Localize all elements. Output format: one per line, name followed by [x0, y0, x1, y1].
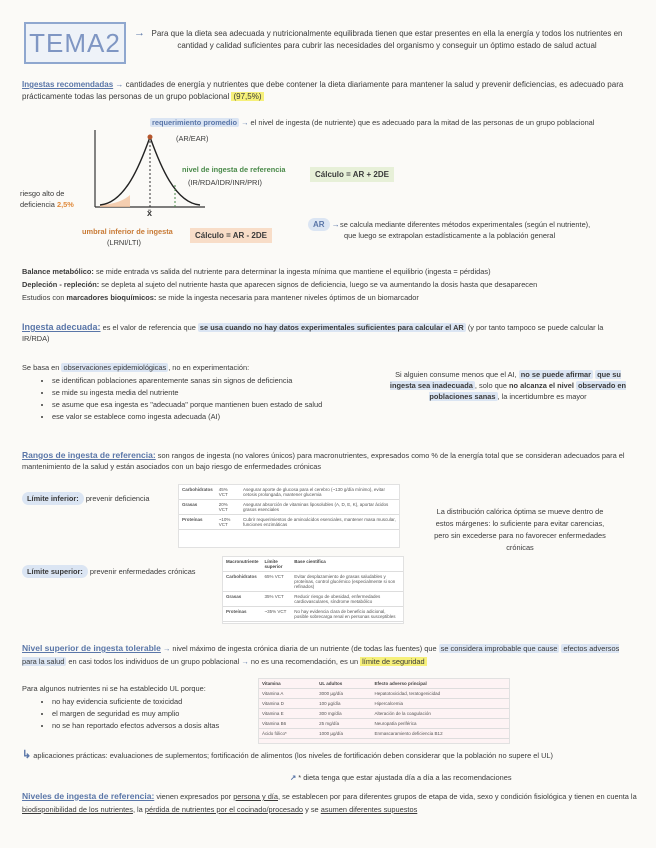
mean-mark: x̄ [147, 208, 153, 218]
niveles-note-text: * dieta tenga que estar ajustada día a día a las recomendaciones [298, 773, 512, 782]
side-b: no alcanza el nivel [509, 381, 574, 390]
lower-label-block [82, 226, 173, 248]
adecuada-term: Ingesta adecuada: [22, 322, 101, 332]
table-row: Carbohidratos 65% VCT Evitar desplazamiento de grasas saludables y proteínas, control glucémico (especialmente si son refinados) [223, 572, 403, 592]
adecuada-text1: es el valor de referencia que [102, 323, 196, 332]
peak-dot [148, 135, 153, 140]
table-header: Macronutriente Límite superior Base científica [223, 557, 403, 572]
niveles-text2: , se establecen por para diferentes grupos de etapa de vida, sexo y condición fisiológica [277, 792, 567, 801]
niveles-ul4: asumen diferentes supuestos [320, 805, 418, 814]
adecuada-side-note [388, 369, 628, 402]
risk-label [20, 188, 80, 210]
ingestas-def1: cantidades de energía y nutrientes que debe contener la dieta diariamente para mantener la salud y prevenir deficiencias, es [125, 80, 568, 89]
niveles-ul2: biodisponibilidad de los nutrientes [22, 805, 133, 814]
limite-inferior-text: prevenir deficiencia [85, 494, 150, 503]
risk-pct: 2,5% [56, 200, 74, 209]
ingestas-pct: (97,5%) [233, 92, 262, 101]
risk-label-1: riesgo alto de [20, 189, 65, 198]
apps-text: aplicaciones prácticas: evaluaciones de suplementos; fortificación de alimentos (los niveles de fortificación deben considerar que la población no supere el UL) [33, 751, 553, 760]
niveles-text3: y tienen en cuenta la [568, 792, 637, 801]
apps-line [22, 750, 642, 761]
req-abbr: (AR/EAR) [176, 134, 209, 143]
niveles-text1: vienen expresados por [156, 792, 232, 801]
rangos-text2: adecuados para el mantenimiento de la salud y están asociados con un bajo riesgo de enfermedades crónicas [22, 451, 625, 471]
lower-label: umbral inferior de ingesta [82, 227, 173, 236]
niveles-note: ↗ * dieta tenga que estar ajustada día a día a las recomendaciones [290, 773, 512, 782]
page-title: TEMA2 [24, 22, 126, 64]
niveles-text5: y se [305, 805, 319, 814]
basis-post: , no en experimentación: [168, 363, 250, 372]
deplecion-term: Depleción - repleción: [22, 280, 100, 289]
table-row: Vitamina D 100 µg/día Hipercalcemia [259, 699, 509, 709]
adecuada-text3: calcular la IR/RDA) [22, 323, 604, 343]
ref-label: nivel de ingesta de referencia [182, 165, 286, 174]
rangos-term: Rangos de ingesta de referencia: [22, 450, 156, 460]
ingestas-term: Ingestas recomendadas [22, 80, 114, 89]
table-row: Vitamina E 300 mg/día Alteración de la coagulación [259, 709, 509, 719]
ar-tag-label: AR [308, 218, 330, 231]
distribution-note: La distribución calórica óptima se mueve dentro de estos márgenes: lo suficiente para evitar carencias, pero sin excederse para no favorecer enfermedades crónicas [434, 507, 606, 552]
ns-text3: no es una recomendación, es un [250, 657, 359, 666]
balance-line [22, 266, 642, 277]
niveles-text4: , la [132, 805, 143, 814]
limite-superior-term: Límite superior: [22, 565, 88, 578]
ns-text2: en casi todos los individuos de un grupo poblacional [68, 657, 240, 666]
adecuada-hl: se usa cuando no hay datos experimentales suficientes para calcular el AR [199, 323, 464, 332]
return-arrow-icon: ↳ [22, 749, 32, 761]
deplecion-line [22, 279, 642, 290]
estudios-text: se mide la ingesta necesaria para mantener niveles óptimos de un biomarcador [158, 293, 419, 302]
limite-superior-table [222, 556, 404, 624]
rangos-text1: son rangos de ingesta (no valores únicos) para macronutrientes, expresados como % de la energía total que se consideran [157, 451, 562, 460]
table-row: Proteínas ~10% VCT Cubrir requerimientos de aminoácidos esenciales, mantener masa muscular, funciones enzimáticas [179, 515, 399, 530]
ar-text-1: se calcula mediante diferentes métodos experimentales (según el nutriente), [340, 220, 591, 229]
table-row: Grasas 20% VCT Asegurar absorción de vitaminas liposolubles (A, D, E, K), aportar ácidos grasos esenciales [179, 500, 399, 515]
list-item: • el margen de seguridad es muy amplio [52, 708, 272, 720]
balance-term: Balance metabólico: [22, 267, 94, 276]
limite-inferior-label [22, 493, 150, 504]
calc-rda: Cálculo = AR + 2DE [310, 167, 394, 182]
ns-text1: nivel máximo de ingesta crónica diaria de un nutriente [172, 644, 350, 653]
limite-superior-label [22, 566, 196, 577]
side1: Si alguien consume menos que el AI, [395, 370, 517, 379]
table-row: Carbohidratos 45% VCT Asegurar aporte de glucosa para el cerebro (~130 g/día mínimo), evitar cetosis prolongada, mantener glucemia [179, 485, 399, 500]
adecuada-basis [22, 362, 249, 373]
rangos-paragraph [22, 450, 634, 472]
list-item: • no se han reportado efectos adversos a dosis altas [52, 720, 272, 732]
basis-pre: Se basa en [22, 363, 60, 372]
table-header: Vitamina UL adultos Efecto adverso principal [259, 679, 509, 689]
estudios-pre: Estudios con [22, 293, 65, 302]
table-row: Ácido fólico* 1000 µg/día Enmascaramiento deficiencia B12 [259, 729, 509, 739]
calc-lower: Cálculo = AR - 2DE [190, 228, 272, 243]
ref-label-block [182, 164, 286, 175]
side-hl2: que su ingesta sea inadecuada [389, 370, 621, 390]
req-label-block: requerimiento promedio → el nivel de ingesta (de nutriente) que es adecuado para la mitad de las personas de un grupo poblacional [152, 118, 595, 127]
req-def: el nivel de ingesta (de nutriente) que es adecuado para la mitad de las personas de un grupo poblacional [250, 118, 595, 127]
niveles-paragraph [22, 790, 642, 816]
list-item: • ese valor se establece como ingesta adecuada (AI) [52, 411, 392, 423]
ul-intro: Para algunos nutrientes ni se ha establecido UL porque: [22, 684, 206, 693]
deplecion-text: se depleta al sujeto del nutriente hasta que aparecen signos de deficiencia, luego se va aumentando la dosis hasta que desaparecen [101, 280, 538, 289]
adecuada-text2: (y por tanto tampoco se puede [467, 323, 569, 332]
intro-arrow: → [134, 27, 145, 39]
balance-text: se mide entrada vs salida del nutriente para determinar la ingesta mínima que mantiene el equilibrio (ingesta = pérdidas) [95, 267, 491, 276]
adecuada-bullets [36, 375, 392, 423]
basis-hl: observaciones epidemiológicas [63, 363, 167, 372]
ns-text1b: (de todas las fuentes) que [351, 644, 437, 653]
estudios-line [22, 292, 642, 303]
ns-hl1: se considera improbable que cause [440, 644, 558, 653]
limite-inferior-table [178, 484, 400, 548]
list-item: • se identifican poblaciones aparentemente sanas sin signos de deficiencia [52, 375, 392, 387]
nivel-superior-paragraph: Nivel superior de ingesta tolerable → nivel máximo de ingesta crónica diaria de un nutriente (de todas las fuentes) que se considera improbable que cause efectos adversos para la salud en casi todos los individuos de un grupo poblacional → no es una recomendación, es un límite de seguridad [22, 643, 620, 666]
ns-hl3: límite de seguridad [362, 657, 425, 666]
adecuada-paragraph [22, 322, 632, 344]
ul-reasons [36, 696, 272, 732]
risk-label-2: deficiencia [20, 200, 55, 209]
ul-vitamins-table [258, 678, 510, 744]
table-row: Proteínas ~35% VCT No hay evidencia clara de beneficio adicional, posible sobrecarga renal en personas susceptibles [223, 607, 403, 622]
limite-superior-text: prevenir enfermedades crónicas [89, 567, 196, 576]
table-row: Grasas 35% VCT Reducir riesgo de obesidad, enfermedades cardiovasculares, síndrome metabólico [223, 592, 403, 607]
req-label: requerimiento promedio [152, 118, 238, 127]
ingestas-paragraph: Ingestas recomendadas → cantidades de energía y nutrientes que debe contener la dieta diariamente para mantener la salud y prevenir deficiencias, es adecuado para prácticamente todas las personas de un grupo poblacional (97,5%) [22, 80, 624, 101]
list-item: • no hay evidencia suficiente de toxicidad [52, 696, 272, 708]
estudios-term: marcadores bioquímicos: [66, 293, 157, 302]
ingestas-def2: adecuado para prácticamente todas las personas de un grupo poblacional [22, 80, 624, 101]
ns-hl2: efectos adversos para la salud [22, 644, 620, 666]
intro-text: Para que la dieta sea adecuada y nutricionalmente equilibrada tienen que estar presentes en ella la energía y todos los nutrientes en cantidad y calidad suficientes para cubrir las necesidades del organismo y conseguir un óptimo estado de salud actual [151, 29, 623, 50]
ar-text-2: que luego se extrapolan estadísticamente a la población general [344, 231, 556, 240]
lower-abbr: (LRNI/LTI) [107, 238, 141, 247]
side-hl1: no se puede afirmar [520, 370, 592, 379]
ar-tag: AR → [308, 220, 340, 229]
list-item: • se asume que esa ingesta es "adecuada" porque mantienen buen estado de salud [52, 399, 392, 411]
side3: , la incertidumbre es mayor [497, 392, 587, 401]
table-row: Vitamina A 3000 µg/día Hepatotoxicidad, teratogenicidad [259, 689, 509, 699]
limite-inferior-term: Límite inferior: [22, 492, 84, 505]
niveles-ul3: pérdida de nutrientes por el cocinado/procesado [144, 805, 304, 814]
list-item: • se mide su ingesta media del nutriente [52, 387, 392, 399]
niveles-term: Niveles de ingesta de referencia: [22, 791, 155, 801]
niveles-ul1: persona y día [233, 792, 278, 801]
table-row: Vitamina B6 25 mg/día Neuropatía periférica [259, 719, 509, 729]
deficiency-area [100, 195, 130, 207]
ar-text [340, 219, 640, 241]
side2: , solo que [474, 381, 507, 390]
nivel-superior-term: Nivel superior de ingesta tolerable [22, 643, 161, 653]
side-hl3: observado en poblaciones sanas [429, 381, 627, 401]
ref-abbr: (IR/RDA/IDR/INR/PRI) [188, 178, 262, 187]
